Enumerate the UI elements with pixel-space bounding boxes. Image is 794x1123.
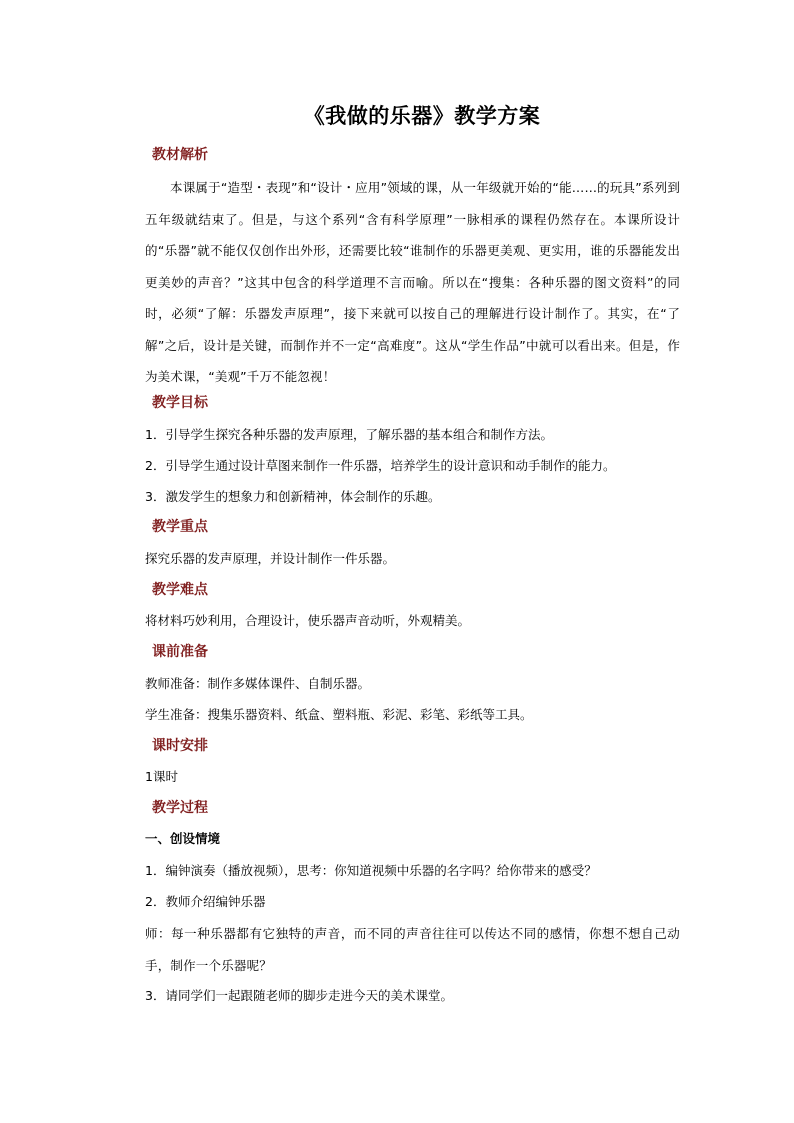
goal-item-2: 2．引导学生通过设计草图来制作一件乐器，培养学生的设计意识和动手制作的能力。	[145, 458, 616, 473]
difficulties-text: 将材料巧妙利用，合理设计，使乐器声音动听，外观精美。	[145, 613, 471, 628]
heading-process: 教学过程	[152, 800, 208, 816]
teacher-talk-paragraph: 师：每一种乐器都有它独特的声音，而不同的声音往往可以传达不同的感情，你想不想自己动手，制作一个乐器呢？	[145, 926, 680, 973]
heading-preparation: 课前准备	[152, 644, 208, 660]
heading-schedule: 课时安排	[152, 738, 208, 754]
heading-key-points: 教学重点	[152, 519, 208, 535]
process-step-3: 3．请同学们一起跟随老师的脚步走进今天的美术课堂。	[145, 988, 453, 1003]
goal-item-3: 3．激发学生的想象力和创新精神，体会制作的乐趣。	[145, 489, 441, 504]
key-points-text: 探究乐器的发声原理，并设计制作一件乐器。	[145, 551, 396, 566]
analysis-paragraph: 本课属于“造型・表现”和“设计・应用”领域的课，从一年级就开始的“能……的玩具”系列到五年级就结束了。但是，与这个系列“含有科学原理”一脉相承的课程仍然存在。本课所设计的“乐器”就不能仅仅创作出外形，还需要比较“谁制作的乐器更美观、更实用，谁的乐器能发出更美妙的声音？”这其中包含的科学道理不言而喻。所以在“搜集：各种乐器的图文资料”的同时，必须“了解：乐器发声原理”，接下来就可以按自己的理解进行设计制作了。其实，在“了解”之后，设计是关键，而制作并不一定“高难度”。这从“学生作品”中就可以看出来。但是，作为美术课，“美观”千万不能忽视！	[145, 180, 680, 384]
goal-item-1: 1．引导学生探究各种乐器的发声原理，了解乐器的基本组合和制作方法。	[145, 427, 553, 442]
document-title: 《我做的乐器》教学方案	[303, 103, 541, 128]
heading-goals: 教学目标	[152, 395, 208, 411]
heading-analysis: 教材解析	[152, 147, 208, 163]
process-sub-heading: 一、创设情境	[145, 831, 221, 846]
process-step-1: 1．编钟演奏（播放视频），思考：你知道视频中乐器的名字吗？给你带来的感受？	[145, 863, 597, 878]
teacher-preparation: 教师准备：制作多媒体课件、自制乐器。	[145, 676, 371, 691]
heading-difficulties: 教学难点	[152, 582, 208, 598]
student-preparation: 学生准备：搜集乐器资料、纸盒、塑料瓶、彩泥、彩笔、彩纸等工具。	[145, 707, 533, 722]
process-step-2: 2．教师介绍编钟乐器	[145, 894, 266, 909]
schedule-text: 1课时	[145, 769, 178, 784]
